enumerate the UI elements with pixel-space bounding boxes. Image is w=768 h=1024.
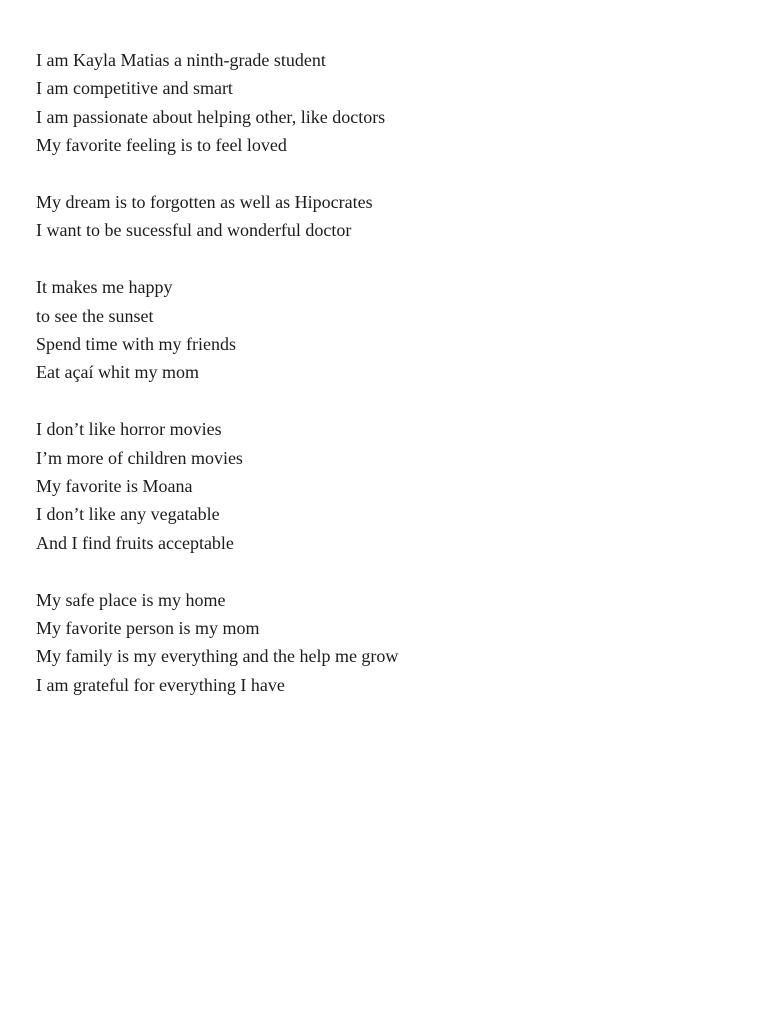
- poem-line: I am Kayla Matias a ninth-grade student: [36, 50, 326, 70]
- poem-line: to see the sunset: [36, 305, 154, 326]
- poem-line: I’m more of children movies: [36, 447, 243, 468]
- stanza-3: [36, 273, 736, 387]
- poem-line: I am competitive and smart: [36, 78, 233, 99]
- poem-line: My dream is to forgotten as well as Hipocrates: [36, 192, 373, 213]
- poem-line: I don’t like horror movies: [36, 419, 222, 440]
- poem-line: My favorite is Moana: [36, 476, 193, 497]
- poem-line: I am grateful for everything I have: [36, 674, 285, 695]
- stanza-2: [36, 188, 736, 245]
- stanza-5: [36, 586, 736, 700]
- poem-line: My favorite person is my mom: [36, 618, 260, 639]
- stanza-1: [36, 46, 736, 160]
- poem-line: I am passionate about helping other, like doctors: [36, 106, 386, 127]
- poem-line: My safe place is my home: [36, 589, 226, 610]
- poem-line: My favorite feeling is to feel loved: [36, 135, 287, 156]
- stanza-4: [36, 415, 736, 557]
- poem-line: My family is my everything and the help me grow: [36, 646, 399, 667]
- poem-line: And I find fruits acceptable: [36, 532, 234, 553]
- poem-line: Eat açaí whit my mom: [36, 362, 199, 383]
- poem-body: [36, 46, 736, 699]
- poem-line: Spend time with my friends: [36, 334, 236, 355]
- poem-line: It makes me happy: [36, 277, 173, 298]
- poem-line: I want to be sucessful and wonderful doctor: [36, 220, 352, 241]
- poem-line: I don’t like any vegatable: [36, 504, 220, 525]
